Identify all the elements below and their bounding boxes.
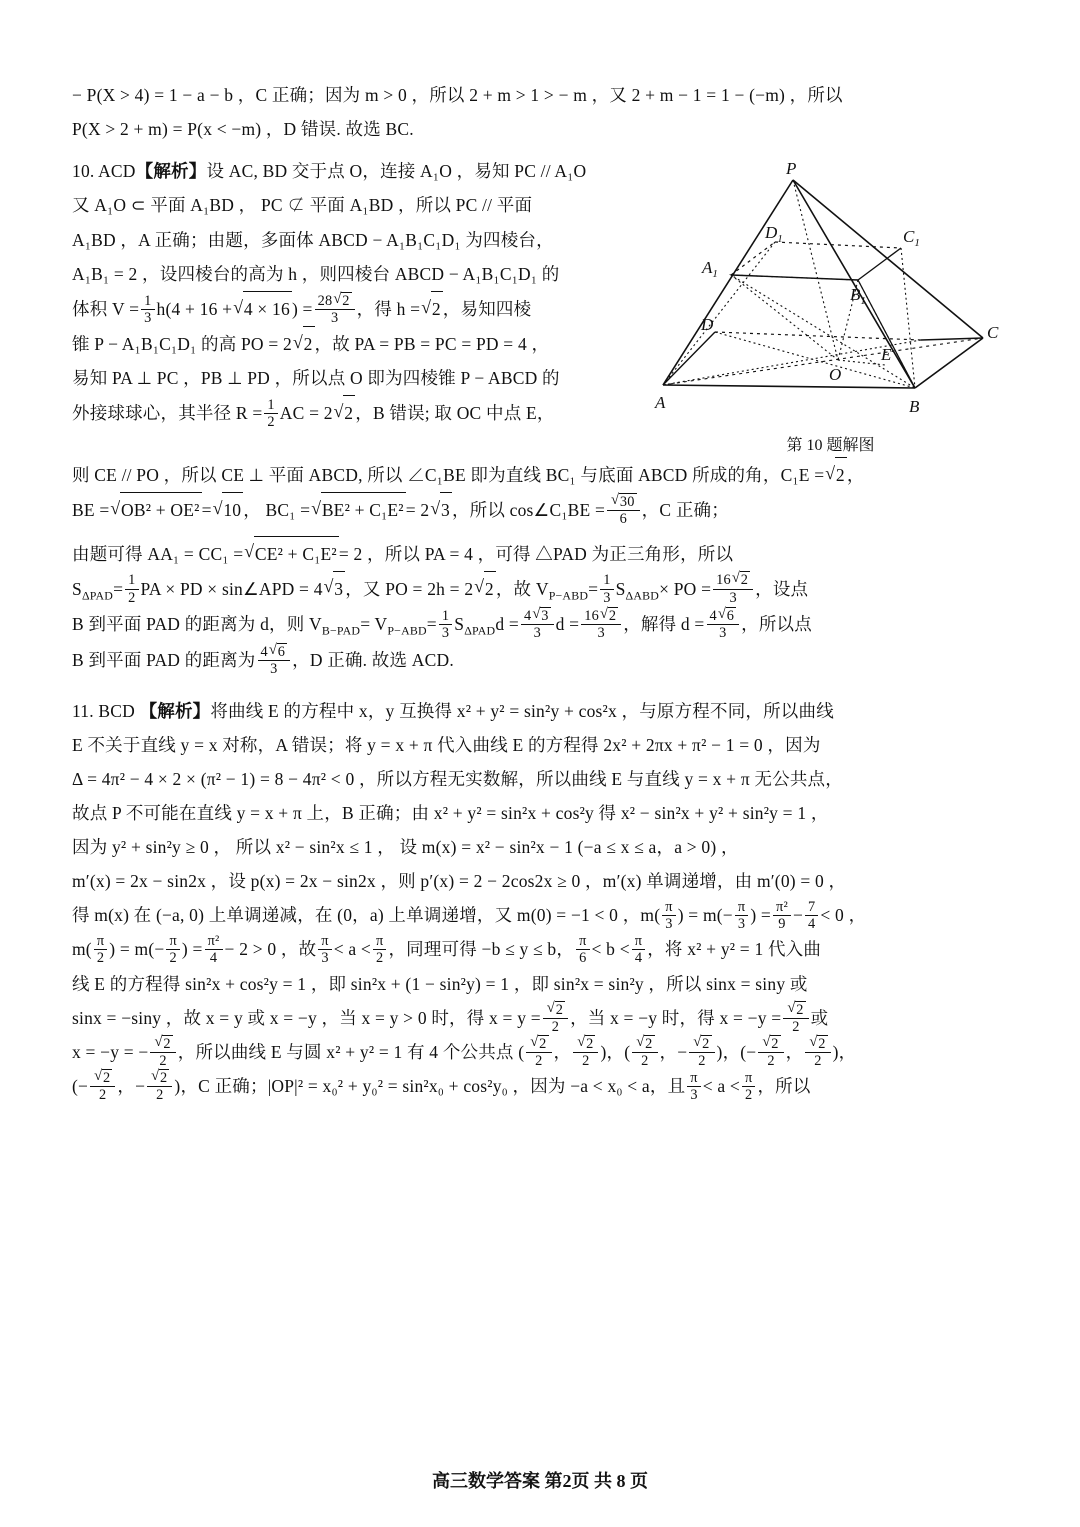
- fraction-pi-4: $\frac{\pi}{4}$: [632, 933, 645, 966]
- q10-t10-c: ，所以 cos∠C₁BE =: [451, 500, 606, 521]
- q10-t13-h: ，所以点: [741, 614, 812, 635]
- q11-l11-h: )，: [832, 1042, 857, 1063]
- q11-l10-c: 或: [810, 1007, 829, 1028]
- q10-tag: 【解析】: [135, 161, 207, 182]
- question-11-section: [72, 694, 1008, 1104]
- q10-label: 10. ACD: [72, 161, 136, 182]
- sqrt-2-po2: √ 2: [474, 571, 496, 606]
- q10-t12-h: ，设点: [755, 578, 809, 599]
- sqrt-10: √ 10: [213, 492, 244, 527]
- q11-l8-b: ) = m(−: [109, 939, 165, 960]
- q11-l11-b: ，所以曲线 E 与圆 x² + y² = 1 有 4 个公共点 (: [177, 1042, 525, 1063]
- q10-t11-a: 由题可得 AA₁ = CC₁ =: [72, 543, 244, 564]
- q11-l11-d: )，(: [600, 1042, 631, 1063]
- q11-line-9: 线 E 的方程得 sin²x + cos²y = 1 ，即 sin²x + (1 − sin²y) = 1 ，即 sin²x = sin²y ，所以 sinx = siny 或: [72, 973, 808, 994]
- q11-line-12: [72, 1069, 1008, 1103]
- q10-t5-pre: 体积 V =: [72, 298, 140, 319]
- q10-t9-pre: 则 CE // PO ，所以 CE ⊥ 平面 ABCD, 所以 ∠C₁BE 即为直线 BC₁ 与底面 ABCD 所成的角，C₁E =: [72, 465, 825, 486]
- figure-caption: 第 10 题解图: [786, 437, 875, 455]
- q11-l12-e: ，所以: [757, 1076, 811, 1097]
- q10-t8-pre: 外接球球心，其半径 R =: [72, 403, 263, 424]
- top-line-2: P(X > 2 + m) = P(x < −m) ，D 错误. 故选 BC.: [72, 119, 414, 140]
- q11-l10-b: ，当 x = −y 时，得 x = −y =: [570, 1007, 782, 1028]
- figure-label-D: D: [701, 315, 714, 335]
- figure-label-C1: $C_1$: [903, 227, 920, 250]
- fraction-root2-2: √ $\frac{2}{2}$: [543, 1001, 568, 1035]
- sqrt-ce2-c1e2: √ CE² + C₁E²: [244, 536, 339, 571]
- q11-l12-b: ，−: [117, 1076, 146, 1097]
- q10-t9-post: ，: [846, 465, 865, 486]
- sqrt-2-h: √ 2: [421, 291, 443, 326]
- q11-l7-b: ) = m(−: [677, 905, 733, 926]
- q11-l8-d: − 2 > 0 ，故: [224, 939, 317, 960]
- q10-t13-b: = V: [360, 614, 388, 635]
- q11-l10-a: sinx = −siny ，故 x = y 或 x = −y ，当 x = y > 0 时，得 x = y =: [72, 1007, 541, 1028]
- fraction-root2-2b: √ $\frac{2}{2}$: [783, 1001, 808, 1035]
- fraction-one-third-b: $\frac{1}{3}$: [439, 608, 452, 641]
- q10-t5-end: ，易知四棱: [442, 298, 532, 319]
- q10-t12-sub: ΔPAD: [81, 588, 114, 603]
- figure-label-A: A: [655, 393, 666, 413]
- sqrt-ob2-oe2: √ OB² + OE²: [110, 492, 201, 527]
- fraction-root2-2h: √ $\frac{2}{2}$: [758, 1035, 783, 1069]
- q10-t10-eq2: = 2: [405, 500, 430, 521]
- q10-t13-g: ，解得 d =: [623, 614, 705, 635]
- q10-t13-sub3: ΔPAD: [464, 624, 496, 639]
- q11-tag: 【解析】: [139, 700, 211, 721]
- q10-t1: 设 AC, BD 交于点 O，连接 A₁O ，易知 PC // A₁O: [206, 161, 587, 182]
- q11-l12-a: (−: [72, 1076, 89, 1097]
- fraction-pi-3: $\frac{\pi}{3}$: [662, 899, 675, 932]
- q11-line-3: Δ = 4π² − 4 × 2 × (π² − 1) = 8 − 4π² < 0 ，所以方程无实数解，所以曲线 E 与直线 y = x + π 无公共点，: [72, 768, 843, 789]
- sqrt-2-po: √ 2: [293, 326, 315, 361]
- figure-label-O: O: [829, 365, 842, 385]
- fraction-pi-2d: $\frac{\pi}{2}$: [742, 1070, 755, 1103]
- q10-t12-c: ，又 PO = 2h = 2: [345, 578, 474, 599]
- fraction-root2-2j: √ $\frac{2}{2}$: [90, 1069, 115, 1103]
- fraction-half-spad: $\frac{1}{2}$: [125, 572, 138, 605]
- fraction-root2-2k: √ $\frac{2}{2}$: [147, 1069, 172, 1103]
- q11-l8-g: < b <: [591, 939, 630, 960]
- q10-t12-d: ，故 V: [495, 578, 549, 599]
- q10-t13-c: =: [426, 614, 437, 635]
- q11-l11-g: ，: [785, 1042, 804, 1063]
- figure-label-B1: $B_1$: [850, 285, 866, 308]
- q10-t12-e: =: [588, 578, 599, 599]
- q10-t13-f: d =: [555, 614, 580, 635]
- sqrt-2-c1e: √ 2: [825, 457, 847, 492]
- fraction-16root2-3b: $\frac{16 √ 2}{3}$: [581, 607, 621, 641]
- q10-t6-pre: 锥 P − A₁B₁C₁D₁ 的高 PO = 2: [72, 333, 292, 354]
- solid-geometry-figure: [653, 160, 1008, 425]
- fraction-16root2-3: $\frac{16 √ 2}{3}$: [713, 571, 753, 605]
- q11-line-11: [72, 1035, 1008, 1069]
- q10-t13: [72, 607, 1008, 643]
- question-10-section: [72, 154, 1008, 677]
- fraction-root2-2e: √ $\frac{2}{2}$: [573, 1035, 598, 1069]
- fraction-pi-6: $\frac{\pi}{6}$: [576, 933, 589, 966]
- fraction-pi-2b: $\frac{\pi}{2}$: [166, 933, 179, 966]
- q10-t3: A₁BD ，A 正确；由题，多面体 ABCD − A₁B₁C₁D₁ 为四棱台，: [72, 229, 554, 250]
- q10-paragraph-2: [72, 457, 1008, 527]
- figure-label-D1: $D_1$: [765, 223, 783, 246]
- fraction-pi-2: $\frac{\pi}{2}$: [94, 933, 107, 966]
- q10-t9: [72, 457, 1008, 492]
- fraction-4root3-3: $\frac{4 √ 3}{3}$: [521, 607, 554, 641]
- q10-t12-f: S: [615, 578, 626, 599]
- page-footer: 高三数学答案 第2页 共 8 页: [432, 1471, 648, 1491]
- q10-t13-e: d =: [495, 614, 519, 635]
- q10-t14-b: ，D 正确. 故选 ACD.: [292, 650, 454, 671]
- q11-l8-a: m(: [72, 939, 92, 960]
- sqrt-4x16: √ 4 × 16: [233, 291, 292, 326]
- q11-l7-d: −: [792, 905, 804, 926]
- q10-t8-post: ，B 错误; 取 OC 中点 E，: [355, 403, 555, 424]
- q10-t11-b: = 2 ，所以 PA = 4 ，可得 △PAD 为正三角形，所以: [338, 543, 734, 564]
- q11-l12-c: )，C 正确；|OP|² = x₀² + y₀² = sin²x₀ + cos²y₀ ，因为 −a < x₀ < a，且: [174, 1076, 686, 1097]
- q11-line-6: m′(x) = 2x − sin2x ，设 p(x) = 2x − sin2x ，则 p′(x) = 2 − 2cos2x ≥ 0 ，m′(x) 单调递增，由 m′(0) = 0 ，: [72, 871, 847, 892]
- sqrt-2-radius: √ 2: [334, 395, 356, 430]
- q10-t14: [72, 643, 1008, 677]
- q11-line-2: E 不关于直线 y = x 对称，A 错误；将 y = x + π 代入曲线 E 的方程得 2x² + 2πx + π² − 1 = 0 ，因为: [72, 734, 821, 755]
- q11-l7-e: < 0 ，: [820, 905, 867, 926]
- q10-t10: [72, 492, 1008, 527]
- q10-paragraph-3: [72, 536, 1008, 678]
- q10-t12-sub3: ΔABD: [625, 588, 660, 603]
- sqrt-be2-c1e2: √ BE² + C₁E²: [311, 492, 406, 527]
- fraction-one-third: $\frac{1}{3}$: [141, 293, 154, 326]
- q11-l1a: 将曲线 E 的方程中 x，y 互换得 x² + y² = sin²y + cos²x ，与原方程不同，所以曲线: [210, 700, 834, 721]
- q11-line-7: [72, 898, 1008, 932]
- q10-t13-a: B 到平面 PAD 的距离为 d，则 V: [72, 614, 322, 635]
- q10-t5-mid: h(4 + 16 +: [156, 298, 233, 319]
- sqrt-3-area: √ 3: [324, 571, 346, 606]
- fraction-pi2-9: $\frac{\text{π²}}{9}$: [773, 899, 791, 932]
- q10-t14-a: B 到平面 PAD 的距离为: [72, 650, 256, 671]
- q10-t11: [72, 536, 1008, 571]
- q10-t7: 易知 PA ⊥ PC ，PB ⊥ PD ，所以点 O 即为四棱锥 P − ABCD 的: [72, 368, 560, 388]
- q10-t5-eq: ) =: [291, 298, 313, 319]
- q11-label: 11. BCD: [72, 700, 135, 721]
- figure-label-E: E: [881, 345, 892, 365]
- figure-10-wrapper: [653, 160, 1008, 455]
- q11-l11-e: ，−: [659, 1042, 688, 1063]
- fraction-pi-3b: $\frac{\pi}{3}$: [735, 899, 748, 932]
- top-line-1: − P(X > 4) = 1 − a − b ，C 正确；因为 m > 0 ，所以 2 + m > 1 > − m ，又 2 + m − 1 = 1 − (−m) ，所以: [72, 85, 843, 105]
- fraction-root2-2c: √ $\frac{2}{2}$: [150, 1035, 175, 1069]
- q11-l11-a: x = −y = −: [72, 1042, 149, 1063]
- q10-t10-a: BE =: [72, 500, 110, 521]
- figure-label-C: C: [987, 323, 999, 343]
- q10-t10-d: ，C 正确；: [641, 500, 729, 521]
- q10-t12: [72, 571, 1008, 608]
- q10-t5-post: ，得 h =: [356, 298, 421, 319]
- q11-line-1: [72, 694, 1008, 728]
- q11-l7-a: 得 m(x) 在 (−a, 0) 上单调递减，在 (0，a) 上单调递增，又 m(0) = −1 < 0 ，m(: [72, 905, 661, 926]
- fraction-7-4: $\frac{7}{4}$: [805, 899, 818, 932]
- q11-line-8: [72, 932, 1008, 966]
- fraction-one-third-vol: $\frac{1}{3}$: [600, 572, 613, 605]
- q10-t10-b: ， BC₁ =: [243, 500, 311, 521]
- figure-label-B: B: [909, 397, 920, 417]
- q11-l11-c: ，: [553, 1042, 572, 1063]
- q10-t2: 又 A₁O ⊂ 平面 A₁BD ， PC ⊄ 平面 A₁BD ，所以 PC // 平面: [72, 195, 533, 216]
- q10-t4: A₁B₁ = 2 ，设四棱台的高为 h ，则四棱台 ABCD − A₁B₁C₁D₁ 的: [72, 263, 560, 284]
- q11-line-5: 因为 y² + sin²y ≥ 0 ， 所以 x² − sin²x ≤ 1 ， 设 m(x) = x² − sin²x − 1 (−a ≤ x ≤ a，a > 0) ，: [72, 837, 739, 858]
- figure-label-P: P: [786, 160, 797, 179]
- q11-l12-d: < a <: [702, 1076, 741, 1097]
- fraction-one-half: $\frac{1}{2}$: [264, 397, 277, 430]
- fraction-pi2-4: $\frac{\text{π²}}{4}$: [205, 933, 223, 966]
- q11-line-4: 故点 P 不可能在直线 y = x + π 上，B 正确；由 x² + y² = sin²x + cos²y 得 x² − sin²x + y² + sin²y = 1 ，: [72, 802, 829, 823]
- q11-l7-c: ) =: [750, 905, 771, 926]
- fraction-4root6-3b: $\frac{4 √ 6}{3}$: [258, 643, 291, 677]
- q10-t13-sub1: B−PAD: [321, 624, 361, 639]
- q11-line-10: [72, 1001, 1008, 1035]
- q10-t8-mid: AC = 2: [279, 403, 333, 424]
- q10-t12-b: PA × PD × sin∠APD = 4: [140, 578, 323, 599]
- fraction-pi-3d: $\frac{\pi}{3}$: [687, 1070, 700, 1103]
- q10-t12-a: S: [72, 578, 82, 599]
- q10-t12-sub2: P−ABD: [548, 588, 589, 603]
- fraction-pi-3c: $\frac{\pi}{3}$: [318, 933, 331, 966]
- sqrt-3: √ 3: [430, 492, 452, 527]
- fraction-pi-2c: $\frac{\pi}{2}$: [373, 933, 386, 966]
- fraction-root30-6: √ $\frac{30}{6}$: [607, 493, 640, 527]
- fraction-root2-2d: √ $\frac{2}{2}$: [526, 1035, 551, 1069]
- fraction-4root6-3: $\frac{4 √ 6}{3}$: [707, 607, 740, 641]
- q11-l8-h: ，将 x² + y² = 1 代入曲: [647, 939, 822, 960]
- q11-l8-f: ，同理可得 −b ≤ y ≤ b，: [388, 939, 575, 960]
- fraction-28root2-3: $\frac{28 √ 2}{3}$: [315, 292, 355, 326]
- q10-t10-eq1: =: [201, 500, 212, 521]
- q11-l8-e: < a <: [333, 939, 372, 960]
- q10-t12-eq: =: [113, 578, 124, 599]
- fraction-root2-2f: √ $\frac{2}{2}$: [632, 1035, 657, 1069]
- q10-t6-post: ，故 PA = PB = PC = PD = 4 ，: [314, 333, 550, 354]
- q11-l11-f: )，(−: [716, 1042, 757, 1063]
- top-continuation-paragraph: [72, 78, 1008, 146]
- q10-t13-d: S: [454, 614, 465, 635]
- fraction-root2-2i: √ $\frac{2}{2}$: [805, 1035, 830, 1069]
- fraction-root2-2g: √ $\frac{2}{2}$: [689, 1035, 714, 1069]
- q10-t12-g: × PO =: [659, 578, 712, 599]
- q10-t13-sub2: P−ABD: [387, 624, 427, 639]
- q11-l8-c: ) =: [181, 939, 203, 960]
- figure-label-A1: $A_1$: [702, 258, 718, 281]
